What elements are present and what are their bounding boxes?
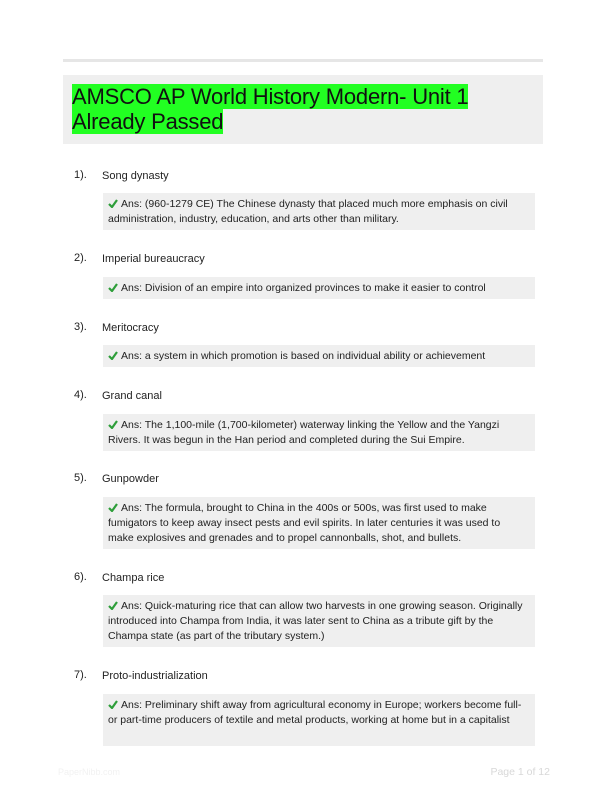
- question-number: 7).: [74, 669, 87, 681]
- answer-line: Ans: Preliminary shift away from agricultural economy in Europe; workers become full-: [121, 699, 522, 711]
- answer-line: Ans: Division of an empire into organized provinces to make it easier to control: [121, 282, 486, 294]
- checkmark-icon: [108, 199, 118, 208]
- checkmark-icon: [108, 420, 118, 429]
- question-term: Champa rice: [102, 572, 165, 584]
- answer-box: [103, 414, 535, 451]
- answer-line: fumigators to keep away insect pests and evil spirits. In later centuries it was used to: [108, 517, 501, 529]
- answer-line: Ans: The 1,100-mile (1,700-kilometer) waterway linking the Yellow and the Yangzi: [121, 419, 500, 431]
- answer-box: [103, 595, 535, 647]
- question-term: Gunpowder: [102, 473, 159, 485]
- question-term: Song dynasty: [102, 170, 169, 182]
- answer-line: Ans: Quick-maturing rice that can allow two harvests in one growing season. Originally: [121, 600, 523, 612]
- answer-box: [103, 497, 535, 549]
- question-number: 2).: [74, 252, 87, 264]
- question-term: Proto-industrialization: [102, 670, 208, 682]
- question-number: 1).: [74, 169, 87, 181]
- document-title: AMSCO AP World History Modern- Unit 1 Already Passed: [72, 84, 469, 134]
- top-divider: [63, 59, 543, 62]
- answer-box: [103, 277, 535, 299]
- answer-line: Ans: (960-1279 CE) The Chinese dynasty that placed much more emphasis on civil: [121, 198, 508, 210]
- answer-line: make explosives and grenades and to propel cannonballs, shot, and bullets.: [108, 532, 462, 544]
- answer-line: Rivers. It was begun in the Han period and completed during the Sui Empire.: [108, 434, 465, 446]
- question-number: 3).: [74, 321, 87, 333]
- question-term: Grand canal: [102, 390, 162, 402]
- question-number: 4).: [74, 389, 87, 401]
- answer-line: or part-time producers of textile and metal products, working at home but in a capitalist: [108, 714, 510, 726]
- answer-line: administration, industry, education, and arts other than military.: [108, 213, 399, 225]
- answer-box: [103, 193, 535, 230]
- answer-line: introduced into Champa from India, it was later sent to China as a tribute gift by the: [108, 615, 494, 627]
- question-term: Imperial bureaucracy: [102, 253, 205, 265]
- answer-line: Ans: a system in which promotion is based on individual ability or achievement: [121, 350, 486, 362]
- answer-box: [103, 345, 535, 367]
- checkmark-icon: [108, 351, 118, 360]
- title-block: [63, 75, 543, 144]
- footer-site-watermark: PaperNibb.com: [58, 767, 121, 777]
- page-number: Page 1 of 12: [490, 766, 550, 778]
- checkmark-icon: [108, 601, 118, 610]
- checkmark-icon: [108, 700, 118, 709]
- answer-line: Ans: The formula, brought to China in the 400s or 500s, was first used to make: [121, 502, 487, 514]
- checkmark-icon: [108, 503, 118, 512]
- answer-box: [103, 694, 535, 746]
- question-number: 5).: [74, 472, 87, 484]
- answer-line: Champa state (as part of the tributary system.): [108, 630, 325, 642]
- question-number: 6).: [74, 571, 87, 583]
- checkmark-icon: [108, 283, 118, 292]
- question-term: Meritocracy: [102, 322, 159, 334]
